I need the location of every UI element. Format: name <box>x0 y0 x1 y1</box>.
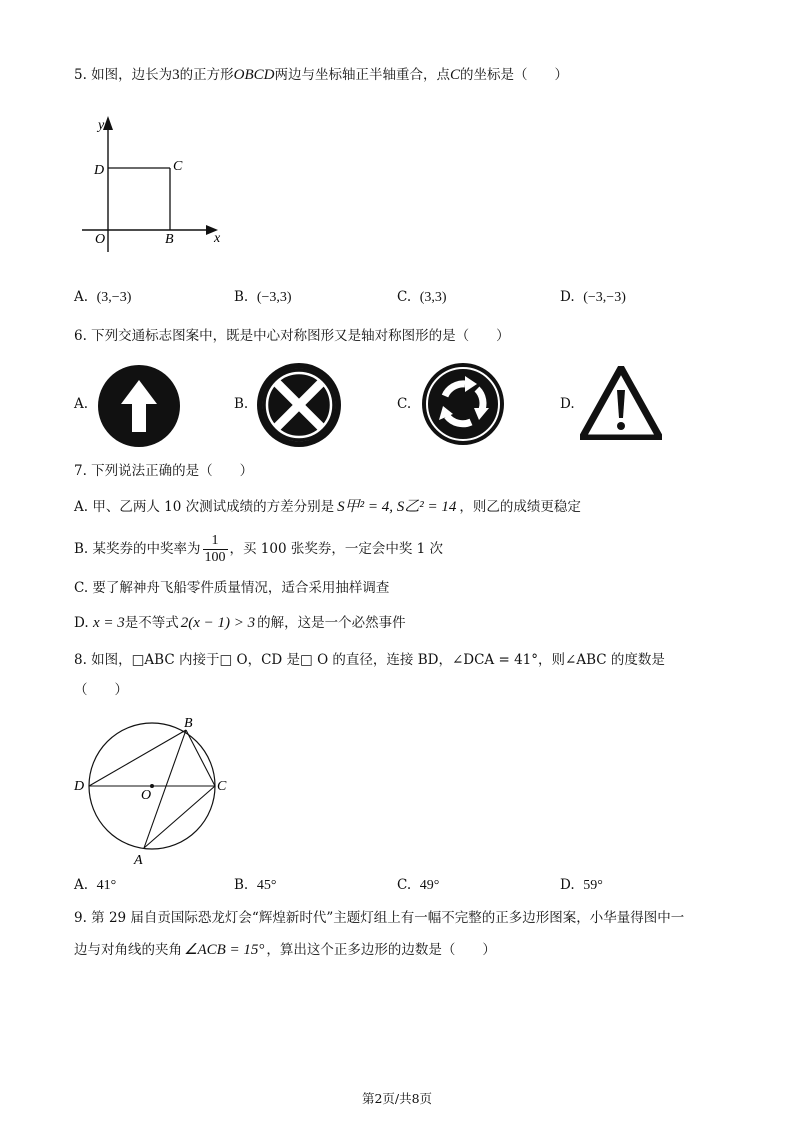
label-y: y <box>98 118 105 133</box>
q6-option-c-letter: C. <box>397 396 412 412</box>
label-C: C <box>217 779 227 794</box>
segment-BC <box>186 730 215 786</box>
label-O: O <box>141 788 152 803</box>
y-axis-arrow <box>103 116 113 130</box>
label-D: D <box>74 779 85 794</box>
label-O: O <box>95 232 106 247</box>
q6-stem: 6. 下列交通标志图案中，既是中心对称图形又是轴对称图形的是（ ） <box>74 328 510 344</box>
label-D: D <box>94 163 105 178</box>
q7-option-a[interactable]: A. 甲、乙两人 10 次测试成绩的方差分别是 S甲² = 4, S乙² = 14 ，则乙的成绩更稳定 <box>74 499 581 515</box>
q6-option-a-letter: A. <box>74 396 89 412</box>
q9-stem-line2: 边与对角线的夹角 ∠ACB = 15° ，算出这个正多边形的边数是（ ） <box>74 942 496 958</box>
q8-stem-line1: 8. 如图，□ABC 内接于□ O，CD 是□ O 的直径，连接 BD，∠DCA = 41°，则∠ABC 的度数是 <box>74 652 665 668</box>
q7-option-d[interactable]: D. x = 3是不等式 2(x − 1) > 3 的解，这是一个必然事件 <box>74 615 406 631</box>
q8-option-d[interactable]: D. 59° <box>560 877 603 893</box>
q6-option-d-letter: D. <box>560 396 575 412</box>
up-arrow-sign-icon[interactable] <box>97 364 181 448</box>
label-C: C <box>173 159 183 174</box>
q5-option-c[interactable]: C. (3,3) <box>397 289 447 305</box>
label-x: x <box>214 231 221 246</box>
q5-option-b[interactable]: B. (−3,3) <box>234 289 292 305</box>
q6-option-b-letter: B. <box>234 396 249 412</box>
roundabout-sign-icon[interactable] <box>421 362 505 446</box>
label-B: B <box>165 232 174 247</box>
warning-exclamation-sign-icon[interactable] <box>580 366 662 440</box>
q8-option-c[interactable]: C. 49° <box>397 877 440 893</box>
q9-stem-line1: 9. 第 29 届自贡国际恐龙灯会“辉煌新时代”主题灯组上有一幅不完整的正多边形图案，小华量得图中一 <box>74 910 685 926</box>
q5-stem: 5. 如图，边长为3的正方形OBCD两边与坐标轴正半轴重合，点C的坐标是（ ） <box>74 67 569 83</box>
q8-option-a[interactable]: A. 41° <box>74 877 117 893</box>
label-A: A <box>134 853 143 868</box>
q7-option-c[interactable]: C. 要了解神舟飞船零件质量情况，适合采用抽样调查 <box>74 580 390 596</box>
q8-circle-figure <box>70 712 240 872</box>
q8-option-b[interactable]: B. 45° <box>234 877 277 893</box>
q5-option-a[interactable]: A. (3,−3) <box>74 289 132 305</box>
label-B: B <box>184 716 193 731</box>
segment-DB <box>89 730 186 786</box>
q8-stem-line2: （ ） <box>74 682 128 698</box>
q5-option-d[interactable]: D. (−3,−3) <box>560 289 626 305</box>
q7-stem: 7. 下列说法正确的是（ ） <box>74 463 254 479</box>
q7-option-b[interactable]: B. 某奖券的中奖率为 $\frac{1}{100}$ ，买 100 张奖券，一定会中奖 1 次 <box>74 533 444 565</box>
probability-fraction: $\frac{1}{100}$ <box>204 533 226 565</box>
q5-coordinate-figure <box>80 112 230 252</box>
cross-sign-icon[interactable] <box>256 362 342 448</box>
page-footer: 第2页/共8页 <box>361 1091 433 1106</box>
